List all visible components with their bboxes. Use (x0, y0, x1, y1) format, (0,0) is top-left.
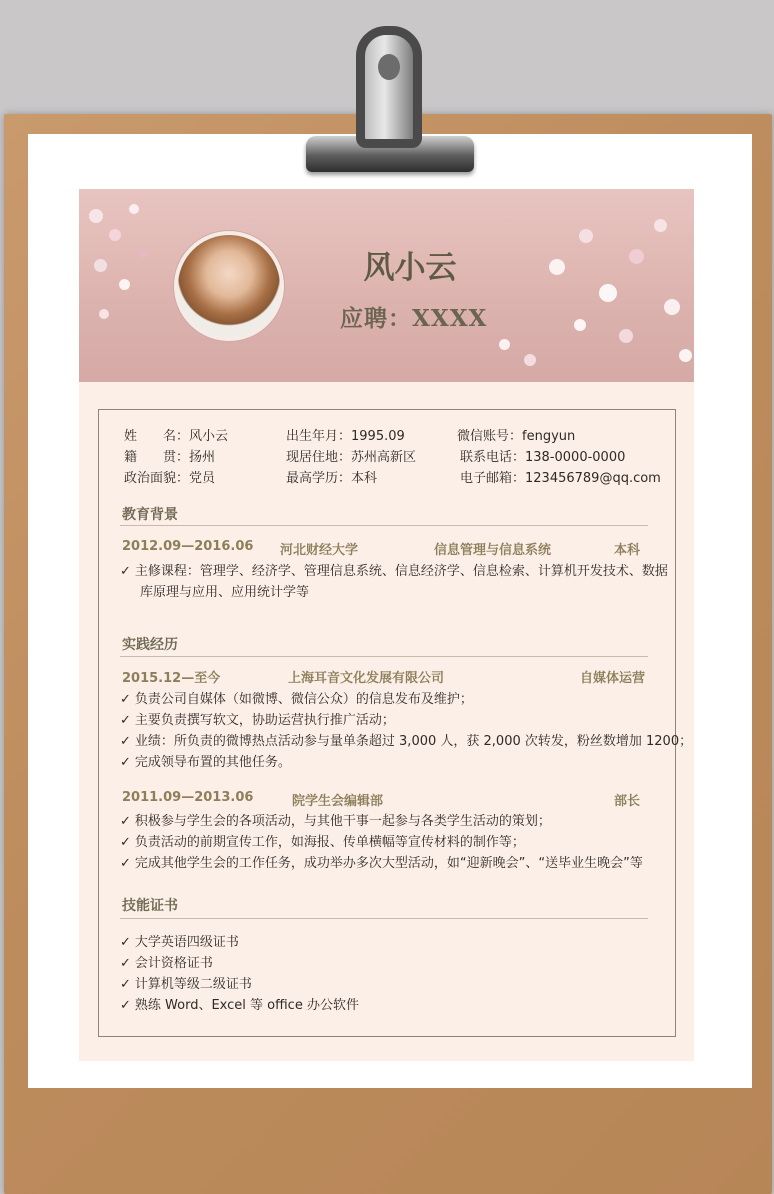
job1-item: 完成领导布置的其他任务。 (134, 755, 291, 770)
flower-icon (619, 329, 633, 343)
job1-period: 2015.12—至今 (122, 671, 221, 686)
check-icon: ✓ (120, 734, 131, 749)
job1-item: 负责公司自媒体（如微博、微信公众）的信息发布及维护； (134, 692, 473, 707)
section-divider (120, 525, 648, 526)
flower-icon (129, 204, 139, 214)
info-wechat: 微信账号：fengyun (457, 429, 576, 444)
job2-item: 完成其他学生会的工作任务，成功举办多次大型活动，如“迎新晚会”、“送毕业生晚会”等 (134, 856, 643, 871)
info-phone: 联系电话：138-0000-0000 (460, 450, 626, 465)
edu-major: 信息管理与信息系统 (434, 543, 552, 558)
flower-icon (654, 219, 667, 232)
job1-item: 业绩：所负责的微博热点活动参与量单条超过 3,000 人，获 2,000 次转发，粉丝数增加 1200； (134, 734, 693, 749)
edu-period: 2012.09—2016.06 (122, 539, 254, 554)
job2-item: 负责活动的前期宣传工作，如海报、传单横幅等宣传材料的制作等； (134, 835, 525, 850)
flower-icon (664, 299, 680, 315)
section-divider (120, 656, 648, 657)
check-icon: ✓ (120, 692, 131, 707)
info-origin: 籍 贯：扬州 (124, 450, 216, 465)
job1-role: 自媒体运营 (580, 671, 646, 686)
skill-item: 会计资格证书 (134, 956, 213, 971)
flower-icon (679, 349, 692, 362)
flower-icon (599, 284, 617, 302)
avatar (174, 231, 284, 341)
info-email: 电子邮箱：123456789@qq.com (460, 471, 661, 486)
flower-icon (629, 249, 644, 264)
skill-item: 计算机等级二级证书 (134, 977, 252, 992)
flower-icon (579, 229, 593, 243)
job2-period: 2011.09—2013.06 (122, 790, 254, 805)
section-title-experience: 实践经历 (122, 637, 178, 653)
check-icon: ✓ (120, 977, 131, 992)
section-title-education: 教育背景 (122, 507, 178, 523)
check-icon: ✓ (120, 835, 131, 850)
job2-company: 院学生会编辑部 (292, 794, 384, 809)
edu-courses-line2: 库原理与应用、应用统计学等 (140, 585, 310, 600)
info-degree: 最高学历：本科 (286, 471, 378, 486)
skill-item: 大学英语四级证书 (134, 935, 239, 950)
check-icon: ✓ (120, 856, 131, 871)
check-icon: ✓ (120, 814, 131, 829)
job2-role: 部长 (614, 794, 641, 809)
flower-icon (94, 259, 107, 272)
job1-item: 主要负责撰写软文，协助运营执行推广活动； (134, 713, 395, 728)
flower-icon (549, 259, 565, 275)
edu-school: 河北财经大学 (280, 543, 359, 558)
check-icon: ✓ (120, 713, 131, 728)
check-icon: ✓ (120, 956, 131, 971)
edu-degree: 本科 (614, 543, 641, 558)
flower-icon (499, 339, 510, 350)
info-residence: 现居住地：苏州高新区 (286, 450, 417, 465)
flower-icon (139, 249, 148, 258)
flower-icon (109, 229, 121, 241)
check-icon: ✓ (120, 755, 131, 770)
candidate-name: 风小云 (363, 250, 457, 286)
apply-position: 应聘：XXXX (340, 305, 488, 332)
info-name: 姓 名：风小云 (124, 429, 229, 444)
binder-clip-hole (378, 54, 400, 80)
flower-icon (89, 209, 103, 223)
job2-item: 积极参与学生会的各项活动，与其他干事一起参与各类学生活动的策划； (134, 814, 551, 829)
check-icon: ✓ (120, 564, 131, 579)
flower-icon (574, 319, 586, 331)
flower-icon (99, 309, 109, 319)
check-icon: ✓ (120, 935, 131, 950)
skill-item: 熟练 Word、Excel 等 office 办公软件 (134, 998, 359, 1013)
flower-icon (524, 354, 536, 366)
edu-courses-line1: 主修课程：管理学、经济学、管理信息系统、信息经济学、信息检索、计算机开发技术、数据 (134, 564, 668, 579)
info-politics: 政治面貌：党员 (124, 471, 216, 486)
binder-clip-icon (356, 26, 422, 148)
info-birth: 出生年月：1995.09 (286, 429, 405, 444)
flower-icon (119, 279, 130, 290)
section-divider (120, 918, 648, 919)
section-title-skills: 技能证书 (122, 898, 178, 914)
job1-company: 上海耳音文化发展有限公司 (288, 671, 445, 686)
check-icon: ✓ (120, 998, 131, 1013)
